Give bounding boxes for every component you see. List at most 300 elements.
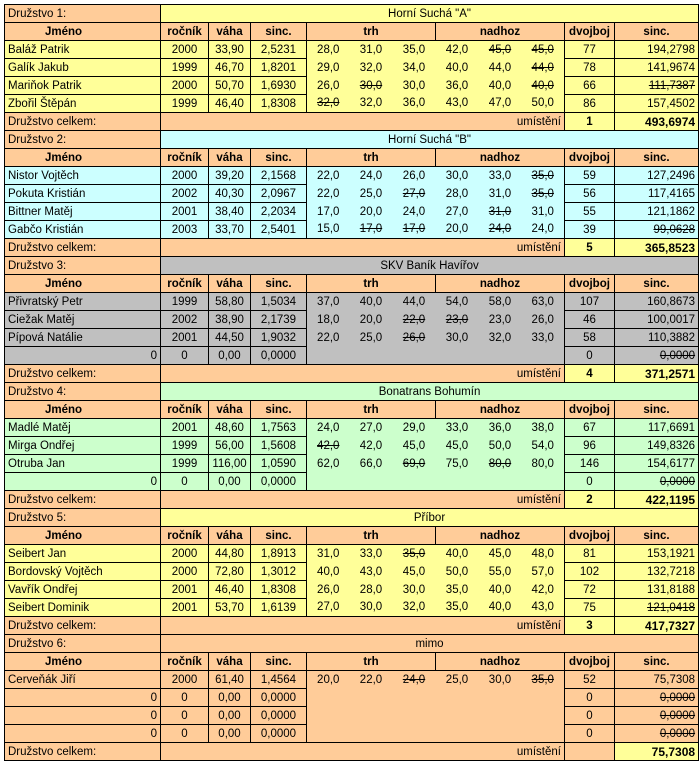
athlete-dvojboj-value: 0 xyxy=(586,691,593,704)
header-nadhoz-value: nadhoz xyxy=(479,655,521,668)
trh-attempt-1 xyxy=(307,473,350,491)
trh-attempt-3 xyxy=(393,689,436,707)
athlete-sinc xyxy=(251,473,307,491)
trh-attempt-3 xyxy=(393,473,436,491)
nadhoz-attempt-3-value: 44,0 xyxy=(531,61,554,74)
trh-attempt-2-value: 42,0 xyxy=(359,439,383,452)
athlete-name xyxy=(5,725,161,743)
nadhoz-attempt-1 xyxy=(436,167,479,185)
trh-attempt-2-value: 40,0 xyxy=(359,295,383,308)
athlete-vaha-value: 0,00 xyxy=(218,691,241,704)
trh-attempt-1 xyxy=(307,77,350,95)
header-jmeno xyxy=(5,23,161,41)
nadhoz-attempt-2 xyxy=(479,329,522,347)
athlete-sinc-total-value: 121,1862 xyxy=(647,205,696,218)
nadhoz-attempt-2 xyxy=(479,671,522,689)
trh-attempt-3 xyxy=(393,77,436,95)
nadhoz-attempt-3 xyxy=(522,347,565,365)
athlete-row xyxy=(5,473,699,491)
nadhoz-attempt-1-value: 42,0 xyxy=(445,43,469,56)
athlete-dvojboj-value: 0 xyxy=(586,475,593,488)
trh-attempt-2-value: 32,0 xyxy=(359,61,383,74)
athlete-dvojboj-value: 146 xyxy=(579,457,600,470)
team-table-4 xyxy=(4,382,699,509)
header-dvojboj xyxy=(565,275,615,293)
athlete-sinc-total-value: 121,0418 xyxy=(647,601,695,614)
team-label-value: Družstvo 1: xyxy=(8,7,67,20)
team-label-value: Družstvo 4: xyxy=(8,385,67,398)
trh-attempt-2 xyxy=(350,581,393,599)
athlete-vaha xyxy=(209,167,251,185)
athlete-dvojboj xyxy=(565,671,615,689)
trh-attempt-3 xyxy=(393,329,436,347)
nadhoz-attempt-3-value: 50,0 xyxy=(531,97,554,110)
header-sinc xyxy=(251,401,307,419)
athlete-sinc-total xyxy=(615,167,699,185)
trh-attempt-3 xyxy=(393,59,436,77)
nadhoz-attempt-3-value: 35,0 xyxy=(531,169,554,182)
athlete-rocnik-value: 1999 xyxy=(171,439,198,452)
header-sinc-value: sinc. xyxy=(265,25,292,38)
team-total-value: 417,7327 xyxy=(644,618,695,633)
trh-attempt-1-value: 15,0 xyxy=(317,223,340,236)
team-place-value: 3 xyxy=(586,619,593,632)
athlete-row xyxy=(5,59,699,77)
athlete-name-value: Gabčo Kristián xyxy=(8,223,84,236)
trh-attempt-1-value: 40,0 xyxy=(317,565,340,578)
athlete-rocnik xyxy=(161,221,209,239)
nadhoz-attempt-2 xyxy=(479,563,522,581)
athlete-vaha-value: 0,00 xyxy=(218,709,241,722)
trh-attempt-2 xyxy=(350,599,393,617)
athlete-rocnik xyxy=(161,599,209,617)
trh-attempt-1 xyxy=(307,167,350,185)
trh-attempt-1 xyxy=(307,293,350,311)
nadhoz-attempt-3-value: 40,0 xyxy=(531,79,554,92)
athlete-rocnik-value: 2001 xyxy=(171,583,198,596)
place-label xyxy=(161,239,565,257)
nadhoz-attempt-1 xyxy=(436,473,479,491)
trh-attempt-3 xyxy=(393,545,436,563)
athlete-dvojboj xyxy=(565,707,615,725)
athlete-sinc-total xyxy=(615,671,699,689)
trh-attempt-3 xyxy=(393,419,436,437)
header-rocnik xyxy=(161,23,209,41)
nadhoz-attempt-1 xyxy=(436,203,479,221)
team-total-row xyxy=(5,743,699,761)
team-total-label-value: Družstvo celkem: xyxy=(8,745,97,758)
nadhoz-attempt-2-value: 40,0 xyxy=(488,601,512,614)
nadhoz-attempt-1 xyxy=(436,437,479,455)
trh-attempt-1 xyxy=(307,671,350,689)
athlete-vaha-value: 48,60 xyxy=(215,421,244,434)
team-total-label-value: Družstvo celkem: xyxy=(8,619,97,632)
header-sinc-total-value: sinc. xyxy=(643,25,670,38)
athlete-sinc-total-value: 0,0000 xyxy=(659,709,696,722)
nadhoz-attempt-3-value: 33,0 xyxy=(531,331,554,344)
athlete-sinc-total-value: 100,0017 xyxy=(647,313,696,326)
athlete-sinc-value: 1,8913 xyxy=(260,547,297,560)
team-label-value: Družstvo 3: xyxy=(8,259,67,272)
athlete-rocnik-value: 0 xyxy=(181,349,188,362)
trh-attempt-1-value: 26,0 xyxy=(317,79,340,92)
athlete-vaha xyxy=(209,185,251,203)
nadhoz-attempt-1-value: 36,0 xyxy=(445,79,469,92)
trh-attempt-1-value: 27,0 xyxy=(317,601,340,614)
header-vaha xyxy=(209,527,251,545)
athlete-sinc-value: 1,6930 xyxy=(260,79,297,92)
athlete-rocnik xyxy=(161,77,209,95)
header-jmeno-value: Jméno xyxy=(45,151,83,164)
trh-attempt-2-value: 17,0 xyxy=(359,223,383,236)
athlete-sinc-value: 0,0000 xyxy=(260,475,297,488)
trh-attempt-2 xyxy=(350,725,393,743)
athlete-sinc-value: 2,5401 xyxy=(260,223,297,236)
nadhoz-attempt-1-value: 33,0 xyxy=(445,421,469,434)
header-trh xyxy=(307,149,436,167)
header-sinc-total-value: sinc. xyxy=(643,655,670,668)
team-label xyxy=(5,5,161,23)
nadhoz-attempt-1 xyxy=(436,563,479,581)
nadhoz-attempt-2 xyxy=(479,437,522,455)
trh-attempt-3-value: 27,0 xyxy=(402,187,426,200)
trh-attempt-2 xyxy=(350,311,393,329)
header-rocnik-value: ročník xyxy=(167,277,202,290)
athlete-sinc xyxy=(251,419,307,437)
trh-attempt-3-value: 36,0 xyxy=(402,97,426,110)
athlete-sinc xyxy=(251,707,307,725)
header-rocnik-value: ročník xyxy=(167,655,202,668)
athlete-sinc-total xyxy=(615,347,699,365)
athlete-rocnik-value: 1999 xyxy=(171,457,198,470)
team-total-row xyxy=(5,113,699,131)
nadhoz-attempt-3 xyxy=(522,599,565,617)
team-total-label-value: Družstvo celkem: xyxy=(8,493,97,506)
header-rocnik xyxy=(161,527,209,545)
team-label-value: Družstvo 5: xyxy=(8,511,67,524)
team-name-value: SKV Baník Havířov xyxy=(380,259,479,272)
place-label xyxy=(161,491,565,509)
trh-attempt-1 xyxy=(307,203,350,221)
trh-attempt-3-value: 17,0 xyxy=(402,223,426,236)
header-trh-value: trh xyxy=(363,25,379,38)
athlete-name-value: 0 xyxy=(150,475,157,488)
athlete-dvojboj-value: 55 xyxy=(583,205,596,218)
nadhoz-attempt-2-value: 31,0 xyxy=(488,205,512,218)
team-total xyxy=(615,617,699,635)
header-nadhoz-value: nadhoz xyxy=(479,529,521,542)
trh-attempt-2-value: 28,0 xyxy=(359,583,383,596)
header-vaha xyxy=(209,401,251,419)
header-sinc-total-value: sinc. xyxy=(643,277,670,290)
header-nadhoz xyxy=(436,23,565,41)
team-total-row xyxy=(5,491,699,509)
trh-attempt-1 xyxy=(307,545,350,563)
trh-attempt-3 xyxy=(393,293,436,311)
header-trh-value: trh xyxy=(363,277,379,290)
team-label xyxy=(5,383,161,401)
header-jmeno-value: Jméno xyxy=(45,529,83,542)
athlete-name xyxy=(5,689,161,707)
header-jmeno-value: Jméno xyxy=(45,25,83,38)
trh-attempt-1 xyxy=(307,311,350,329)
header-vaha-value: váha xyxy=(216,529,243,542)
athlete-name-value: Mariňok Patrik xyxy=(8,79,82,92)
athlete-vaha xyxy=(209,707,251,725)
header-sinc xyxy=(251,275,307,293)
athlete-rocnik xyxy=(161,563,209,581)
trh-attempt-2 xyxy=(350,329,393,347)
trh-attempt-3-value: 24,0 xyxy=(402,205,426,218)
athlete-vaha xyxy=(209,95,251,113)
athlete-sinc-total-value: 0,0000 xyxy=(659,349,696,362)
header-dvojboj xyxy=(565,149,615,167)
nadhoz-attempt-3 xyxy=(522,671,565,689)
athlete-vaha-value: 33,70 xyxy=(215,223,244,236)
athlete-sinc-total xyxy=(615,41,699,59)
athlete-dvojboj-value: 59 xyxy=(583,169,596,182)
nadhoz-attempt-2 xyxy=(479,167,522,185)
trh-attempt-1 xyxy=(307,707,350,725)
nadhoz-attempt-3-value: 42,0 xyxy=(531,583,554,596)
trh-attempt-1-value: 17,0 xyxy=(317,205,340,218)
athlete-sinc xyxy=(251,671,307,689)
athlete-dvojboj xyxy=(565,599,615,617)
athlete-vaha-value: 0,00 xyxy=(218,475,241,488)
athlete-sinc-total xyxy=(615,185,699,203)
trh-attempt-3-value: 69,0 xyxy=(402,457,426,470)
athlete-sinc-value: 1,5608 xyxy=(260,439,297,452)
nadhoz-attempt-2-value: 32,0 xyxy=(488,331,512,344)
athlete-name xyxy=(5,41,161,59)
nadhoz-attempt-2 xyxy=(479,185,522,203)
nadhoz-attempt-3 xyxy=(522,563,565,581)
athlete-sinc-total-value: 75,7308 xyxy=(653,673,696,686)
athlete-vaha xyxy=(209,437,251,455)
trh-attempt-3-value: 26,0 xyxy=(402,169,426,182)
athlete-vaha xyxy=(209,41,251,59)
team-name xyxy=(161,635,699,653)
team-table-1 xyxy=(4,4,699,131)
athlete-dvojboj xyxy=(565,419,615,437)
header-sinc-total xyxy=(615,653,699,671)
nadhoz-attempt-1-value: 20,0 xyxy=(445,223,469,236)
athlete-sinc-total xyxy=(615,203,699,221)
team-place-value: 1 xyxy=(586,115,593,128)
team-place xyxy=(565,365,615,383)
athlete-rocnik-value: 2003 xyxy=(171,223,198,236)
athlete-dvojboj xyxy=(565,221,615,239)
trh-attempt-3 xyxy=(393,707,436,725)
athlete-sinc-total xyxy=(615,437,699,455)
athlete-sinc-value: 1,6139 xyxy=(260,601,297,614)
trh-attempt-2 xyxy=(350,167,393,185)
nadhoz-attempt-1 xyxy=(436,329,479,347)
header-sinc-total xyxy=(615,401,699,419)
team-name-value: Horní Suchá "B" xyxy=(388,133,472,146)
team-title-row xyxy=(5,509,699,527)
trh-attempt-2 xyxy=(350,221,393,239)
trh-attempt-3 xyxy=(393,599,436,617)
team-total-value: 493,6974 xyxy=(645,114,696,129)
athlete-name-value: Pípová Natálie xyxy=(8,331,83,344)
nadhoz-attempt-2 xyxy=(479,77,522,95)
team-total-label xyxy=(5,365,161,383)
athlete-vaha xyxy=(209,455,251,473)
athlete-sinc-total xyxy=(615,689,699,707)
athlete-rocnik-value: 2000 xyxy=(171,79,198,92)
nadhoz-attempt-2-value: 58,0 xyxy=(488,295,512,308)
nadhoz-attempt-1 xyxy=(436,545,479,563)
trh-attempt-1-value: 37,0 xyxy=(317,295,340,308)
column-header-row xyxy=(5,527,699,545)
athlete-vaha xyxy=(209,347,251,365)
athlete-row xyxy=(5,221,699,239)
athlete-name-value: Ciežak Matěj xyxy=(8,313,75,326)
athlete-rocnik xyxy=(161,167,209,185)
athlete-row xyxy=(5,329,699,347)
athlete-dvojboj-value: 52 xyxy=(583,673,596,686)
athlete-rocnik-value: 2000 xyxy=(171,547,198,560)
athlete-sinc-value: 1,7563 xyxy=(260,421,297,434)
athlete-sinc-total xyxy=(615,473,699,491)
athlete-vaha-value: 46,40 xyxy=(215,97,244,110)
team-total-value: 75,7308 xyxy=(651,744,696,759)
athlete-vaha xyxy=(209,419,251,437)
column-header-row xyxy=(5,275,699,293)
header-dvojboj xyxy=(565,23,615,41)
header-vaha-value: váha xyxy=(216,655,243,668)
place-label-value: umístění xyxy=(516,619,561,632)
trh-attempt-2 xyxy=(350,707,393,725)
place-label-value: umístění xyxy=(516,241,561,254)
athlete-vaha xyxy=(209,203,251,221)
athlete-rocnik-value: 2000 xyxy=(171,673,198,686)
place-label-value: umístění xyxy=(516,745,561,758)
athlete-sinc-value: 1,5034 xyxy=(260,295,297,308)
athlete-name-value: 0 xyxy=(150,691,157,704)
athlete-name-value: Nistor Vojtěch xyxy=(8,169,79,182)
header-trh xyxy=(307,23,436,41)
team-total-label-value: Družstvo celkem: xyxy=(8,367,97,380)
trh-attempt-1 xyxy=(307,599,350,617)
place-label xyxy=(161,743,565,761)
nadhoz-attempt-1-value: 27,0 xyxy=(445,205,469,218)
trh-attempt-2-value: 25,0 xyxy=(359,187,383,200)
trh-attempt-3-value: 22,0 xyxy=(402,313,426,326)
nadhoz-attempt-3 xyxy=(522,59,565,77)
athlete-name xyxy=(5,203,161,221)
team-name xyxy=(161,5,699,23)
athlete-vaha-value: 33,90 xyxy=(215,43,244,56)
athlete-sinc-value: 1,9032 xyxy=(260,331,297,344)
header-vaha-value: váha xyxy=(216,151,243,164)
header-nadhoz xyxy=(436,401,565,419)
athlete-row xyxy=(5,671,699,689)
trh-attempt-1 xyxy=(307,419,350,437)
athlete-rocnik-value: 2001 xyxy=(171,421,198,434)
athlete-sinc-total-value: 194,2798 xyxy=(647,43,696,56)
nadhoz-attempt-3 xyxy=(522,203,565,221)
athlete-name-value: Baláž Patrik xyxy=(8,43,70,56)
header-nadhoz xyxy=(436,653,565,671)
nadhoz-attempt-2-value: 50,0 xyxy=(488,439,512,452)
trh-attempt-3 xyxy=(393,347,436,365)
header-sinc-total-value: sinc. xyxy=(643,403,670,416)
team-total-label xyxy=(5,617,161,635)
athlete-rocnik xyxy=(161,95,209,113)
athlete-name-value: 0 xyxy=(150,709,157,722)
trh-attempt-1 xyxy=(307,59,350,77)
athlete-sinc xyxy=(251,311,307,329)
athlete-name-value: Otruba Jan xyxy=(8,457,65,470)
nadhoz-attempt-1 xyxy=(436,41,479,59)
athlete-name xyxy=(5,167,161,185)
trh-attempt-2 xyxy=(350,473,393,491)
athlete-dvojboj xyxy=(565,95,615,113)
header-trh-value: trh xyxy=(363,151,379,164)
team-name-value: Příbor xyxy=(413,511,446,524)
column-header-row xyxy=(5,23,699,41)
athlete-sinc xyxy=(251,95,307,113)
athlete-rocnik xyxy=(161,671,209,689)
athlete-name xyxy=(5,671,161,689)
nadhoz-attempt-1 xyxy=(436,77,479,95)
team-table-2 xyxy=(4,130,699,257)
trh-attempt-3 xyxy=(393,581,436,599)
athlete-sinc-total xyxy=(615,77,699,95)
trh-attempt-1-value: 22,0 xyxy=(317,331,340,344)
athlete-row xyxy=(5,185,699,203)
nadhoz-attempt-2 xyxy=(479,581,522,599)
athlete-rocnik-value: 2000 xyxy=(171,565,198,578)
nadhoz-attempt-1 xyxy=(436,671,479,689)
nadhoz-attempt-2-value: 40,0 xyxy=(488,79,512,92)
header-jmeno xyxy=(5,653,161,671)
trh-attempt-2 xyxy=(350,437,393,455)
athlete-rocnik xyxy=(161,545,209,563)
trh-attempt-3-value: 45,0 xyxy=(402,565,426,578)
athlete-row xyxy=(5,599,699,617)
athlete-sinc-total xyxy=(615,581,699,599)
nadhoz-attempt-2 xyxy=(479,419,522,437)
athlete-dvojboj-value: 66 xyxy=(583,79,596,92)
athlete-rocnik-value: 1999 xyxy=(171,97,198,110)
header-sinc-total-value: sinc. xyxy=(643,529,670,542)
nadhoz-attempt-2-value: 44,0 xyxy=(488,61,512,74)
athlete-dvojboj xyxy=(565,347,615,365)
athlete-dvojboj xyxy=(565,59,615,77)
athlete-dvojboj xyxy=(565,563,615,581)
athlete-name xyxy=(5,293,161,311)
athlete-sinc-value: 0,0000 xyxy=(260,691,297,704)
team-place xyxy=(565,743,615,761)
trh-attempt-2 xyxy=(350,347,393,365)
header-trh xyxy=(307,275,436,293)
nadhoz-attempt-2 xyxy=(479,311,522,329)
athlete-name-value: Seibert Dominik xyxy=(8,601,90,614)
trh-attempt-3-value: 30,0 xyxy=(402,79,426,92)
athlete-sinc xyxy=(251,59,307,77)
nadhoz-attempt-1-value: 54,0 xyxy=(445,295,469,308)
header-sinc-total xyxy=(615,23,699,41)
athlete-name xyxy=(5,419,161,437)
nadhoz-attempt-3-value: 54,0 xyxy=(531,439,554,452)
trh-attempt-2-value: 27,0 xyxy=(359,421,383,434)
header-jmeno xyxy=(5,275,161,293)
trh-attempt-3 xyxy=(393,455,436,473)
trh-attempt-3-value: 24,0 xyxy=(402,673,426,686)
